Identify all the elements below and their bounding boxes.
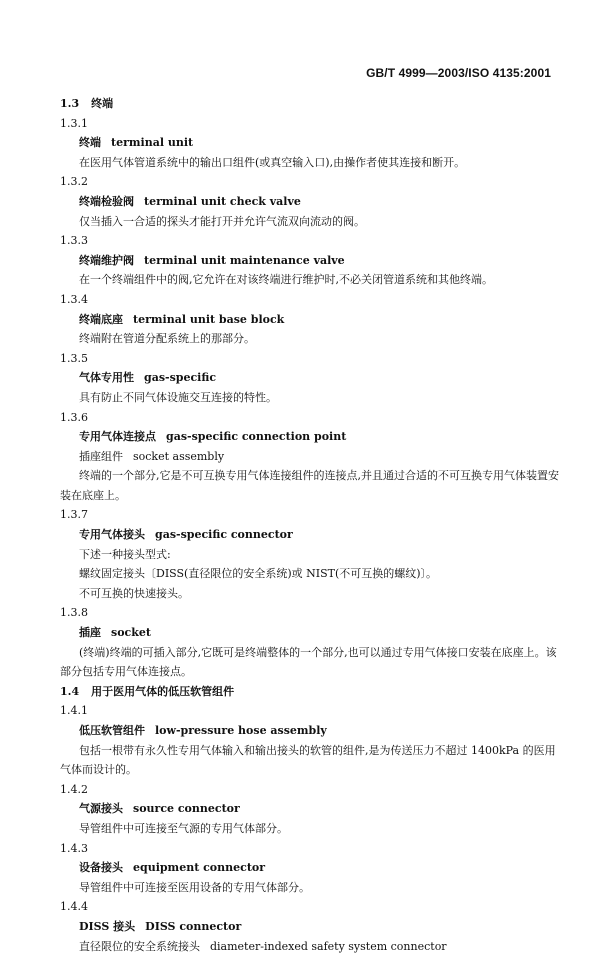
clause-number: 1.3.4 [60, 292, 88, 306]
synonym-en: socket assembly [133, 449, 225, 463]
term-definition: 不可互换的快速接头。 [79, 586, 189, 600]
term-zh: 终端维护阀 [79, 253, 134, 267]
section-title: 用于医用气体的低压软管组件 [91, 684, 235, 698]
term-zh: 终端底座 [79, 312, 123, 326]
term-en: source connector [133, 802, 240, 816]
clause-number: 1.4.4 [60, 900, 88, 914]
clause-number: 1.3.2 [60, 175, 88, 189]
section-heading [60, 94, 560, 114]
term-zh: 气体专用性 [79, 371, 134, 385]
term-synonym [60, 447, 560, 467]
term-zh: 专用气体连接点 [79, 430, 156, 444]
synonym-zh: 插座组件 [79, 449, 123, 463]
term-line [60, 623, 560, 643]
term-definition: 下述一种接头型式: [79, 547, 171, 561]
term-zh: 终端 [79, 136, 101, 150]
section-number: 1.3 [60, 97, 80, 110]
term-definition: 导管组件中可连接至气源的专用气体部分。 [79, 821, 288, 835]
clause-number: 1.3.1 [60, 116, 88, 130]
term-zh: DISS 接头 [79, 919, 136, 933]
term-line [60, 858, 560, 878]
term-definition: 导管组件中可连接至医用设备的专用气体部分。 [79, 880, 310, 894]
term-en: socket [111, 626, 151, 640]
clause-number: 1.4.3 [60, 841, 88, 855]
clause-number: 1.4.2 [60, 782, 88, 796]
section-heading [60, 682, 560, 702]
term-line [60, 427, 560, 447]
clause-number: 1.3.7 [60, 508, 88, 522]
clause-number: 1.3.3 [60, 234, 88, 248]
synonym-zh: 直径限位的安全系统接头 [79, 939, 200, 953]
term-en: gas-specific [144, 371, 217, 385]
term-en: terminal unit check valve [144, 194, 301, 208]
section-number: 1.4 [60, 684, 80, 698]
term-definition: 螺纹固定接头〔DISS(直径限位的安全系统)或 NIST(不可互换的螺纹)〕。 [79, 567, 438, 581]
term-zh: 气源接头 [79, 802, 123, 816]
term-definition: 在医用气体管道系统中的输出口组件(或真空输入口),由操作者使其连接和断开。 [79, 155, 466, 169]
document-body [60, 94, 560, 956]
term-en: terminal unit base block [133, 312, 285, 326]
standard-code: GB/T 4999—2003/ISO 4135:2001 [366, 66, 551, 80]
term-line [60, 251, 560, 271]
term-en: low-pressure hose assembly [155, 724, 327, 737]
term-definition: (终端)终端的可插入部分,它既可是终端整体的一个部分,也可以通过专用气体接口安装在底座上。该部分包括专用气体连接点。 [60, 645, 557, 679]
clause-number: 1.3.6 [60, 410, 88, 424]
term-definition: 终端附在管道分配系统上的那部分。 [79, 332, 255, 346]
term-definition: 具有防止不同气体设施交互连接的特性。 [79, 390, 277, 404]
term-en: equipment connector [133, 861, 266, 875]
term-definition: 包括一根带有永久性专用气体输入和输出接头的软管的组件,是为传送压力不超过 1400kPa 的医用气体而设计的。 [60, 743, 556, 777]
term-zh: 插座 [79, 626, 101, 640]
term-line [60, 721, 560, 741]
term-synonym [60, 937, 560, 956]
term-en: gas-specific connector [155, 528, 293, 542]
clause-number: 1.3.5 [60, 351, 88, 365]
term-line [60, 799, 560, 819]
term-zh: 终端检验阀 [79, 194, 134, 208]
term-zh: 专用气体接头 [79, 528, 145, 542]
clause-number: 1.3.8 [60, 606, 88, 620]
term-zh: 设备接头 [79, 861, 123, 875]
clause-number: 1.4.1 [60, 704, 88, 718]
term-line [60, 192, 560, 212]
term-en: terminal unit maintenance valve [144, 253, 345, 267]
term-definition: 终端的一个部分,它是不可互换专用气体连接组件的连接点,并且通过合适的不可互换专用气体装置安装在底座上。 [60, 469, 559, 502]
section-title: 终端 [91, 97, 114, 110]
term-en: DISS connector [145, 919, 242, 933]
term-line [60, 133, 560, 153]
term-en: gas-specific connection point [166, 430, 347, 444]
term-en: terminal unit [111, 136, 194, 150]
term-line [60, 368, 560, 388]
term-zh: 低压软管组件 [79, 724, 145, 737]
term-definition: 仅当插入一合适的探头才能打开并允许气流双向流动的阀。 [79, 214, 365, 228]
synonym-en: diameter-indexed safety system connector [210, 939, 447, 953]
term-definition: 在一个终端组件中的阀,它允许在对该终端进行维护时,不必关闭管道系统和其他终端。 [79, 273, 493, 287]
term-line [60, 310, 560, 330]
term-line [60, 917, 560, 937]
term-line [60, 525, 560, 545]
